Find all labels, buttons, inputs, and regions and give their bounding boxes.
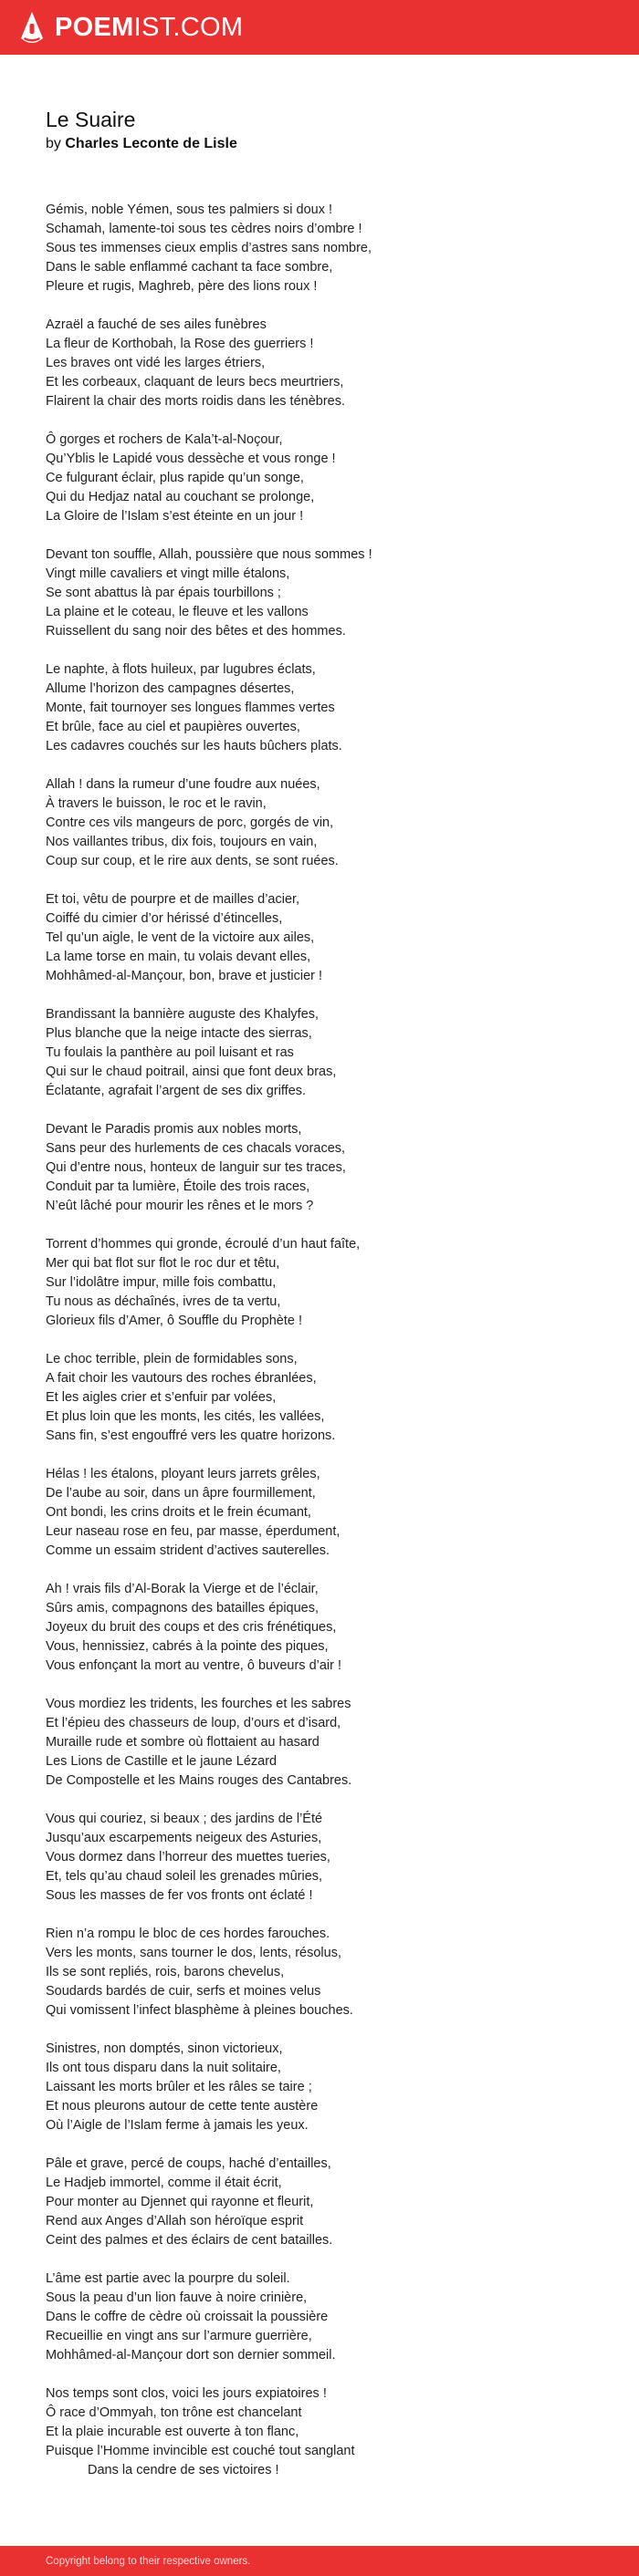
poem-line: Les Lions de Castille et le jaune Lézard (46, 1754, 278, 1769)
poem-line: La Gloire de l’Islam s’est éteinte en un jour ! (46, 509, 304, 524)
poem-line: Muraille rude et sombre où flottaient au hasard (46, 1735, 320, 1750)
poem-line: La plaine et le coteau, le fleuve et les vallons (46, 605, 309, 619)
stanza (46, 1350, 612, 1446)
poem-line: Ô gorges et rochers de Kala’t-al-Noçour, (46, 432, 283, 447)
poem-line: Les cadavres couchés sur les hauts bûchers plats. (46, 739, 342, 753)
poem-line: N’eût lâché pour mourir les rênes et le mors ? (46, 1199, 314, 1213)
stanza (46, 660, 612, 756)
poem-line: A fait choir les vautours des roches ébranlées, (46, 1371, 317, 1386)
poem-line: Monte, fait tournoyer ses longues flammes vertes (46, 701, 335, 715)
poem-line: Qui vomissent l’infect blasphème à pleines bouches. (46, 2003, 353, 2018)
poem-line: Tu foulais la panthère au poil luisant et ras (46, 1045, 294, 1060)
poem-line: Azraël a fauché de ses ailes funèbres (46, 317, 267, 332)
poem-line: Nos vaillantes tribus, dix fois, toujours en vain, (46, 835, 318, 849)
poem-line: Dans le sable enflammé cachant ta face sombre, (46, 260, 333, 275)
poem-line: Sans peur des hurlements de ces chacals voraces, (46, 1141, 346, 1156)
poem-line: Nos temps sont clos, voici les jours expiatoires ! (46, 2386, 327, 2401)
poem-line: Mohhâmed-al-Mançour, bon, brave et justicier ! (46, 969, 323, 983)
poem-line: Torrent d’hommes qui gronde, écroulé d’un haut faîte, (46, 1237, 361, 1252)
poem-line: Ce fulgurant éclair, plus rapide qu’un songe, (46, 471, 304, 485)
stanza (46, 316, 612, 411)
poem-line: Laissant les morts brûler et les râles se taire ; (46, 2080, 312, 2094)
poem-line: Mohhâmed-al-Mançour dort son dernier sommeil. (46, 2348, 336, 2363)
poem-line: Glorieux fils d’Amer, ô Souffle du Prophète ! (46, 1314, 303, 1328)
poem-line: Vous, hennissiez, cabrés à la pointe des piques, (46, 1639, 329, 1654)
poem-line: Leur naseau rose en feu, par masse, éperdument, (46, 1524, 340, 1539)
poem-line: Sous les masses de fer vos fronts ont éclaté ! (46, 1888, 313, 1903)
poem-line: Vous enfonçant la mort au ventre, ô buveurs d’air ! (46, 1658, 342, 1673)
copyright-notice: Copyright belong to their respective owners. (46, 2556, 251, 2567)
logo-text-bold: POEM (55, 13, 134, 42)
poem-line: Rien n’a rompu le bloc de ces hordes farouches. (46, 1927, 330, 1941)
poem-line: Et les corbeaux, claquant de leurs becs meurtriers, (46, 375, 344, 390)
poem-line: Le choc terrible, plein de formidables sons, (46, 1352, 298, 1366)
stanza (46, 2270, 612, 2365)
author-name[interactable]: Charles Leconte de Lisle (65, 136, 237, 151)
poem-line: De l’aube au soir, dans un âpre fourmillement, (46, 1486, 316, 1501)
poem-title: Le Suaire (46, 108, 136, 131)
poem-line: Vingt mille cavaliers et vingt mille étalons, (46, 566, 290, 581)
poem-line: Et la plaie incurable est ouverte à ton flanc, (46, 2425, 299, 2439)
poem-line: Contre ces vils mangeurs de porc, gorgés de vin, (46, 815, 334, 830)
poem-line: Soudards bardés de cuir, serfs et moines velus (46, 1984, 321, 1999)
stanza (46, 201, 612, 296)
site-footer (0, 2546, 639, 2576)
poem-line: De Compostelle et les Mains rouges des Cantabres. (46, 1773, 352, 1788)
site-header (0, 0, 639, 55)
byline-prefix: by (46, 136, 61, 151)
poem-line: Sous tes immenses cieux emplis d’astres sans nombre, (46, 241, 372, 255)
poem-line: Ils se sont repliés, rois, barons chevelus, (46, 1965, 285, 1979)
stanza (46, 890, 612, 986)
poem-line: Joyeux du bruit des coups et des cris frénétiques, (46, 1620, 337, 1635)
poem-line: Tu nous as déchaînés, ivres de ta vertu, (46, 1294, 281, 1309)
stanza (46, 1005, 612, 1101)
poem-line: Flairent la chair des morts roidis dans les ténèbres. (46, 394, 346, 409)
poem-line: Schamah, lamente-toi sous tes cèdres noirs d’ombre ! (46, 222, 362, 236)
poem-line: Qui d’entre nous, honteux de languir sur tes traces, (46, 1160, 346, 1175)
poem-line: Ont bondi, les crins droits et le frein écumant, (46, 1505, 311, 1520)
poem-line: Le Hadjeb immortel, comme il était écrit, (46, 2176, 282, 2190)
stanza (46, 1580, 612, 1676)
poem-line: Vers les monts, sans tourner le dos, lents, résolus, (46, 1946, 341, 1960)
poem-line: Hélas ! les étalons, ployant leurs jarrets grêles, (46, 1467, 320, 1481)
poem-line: L’âme est partie avec la pourpre du soleil. (46, 2271, 290, 2286)
stanza (46, 1810, 612, 1906)
poem-line: Sinistres, non domptés, sinon victorieux, (46, 2041, 283, 2056)
poem-line: Dans le coffre de cèdre où croissait la poussière (46, 2310, 329, 2324)
poem-line: Dans la cendre de ses victoires ! (88, 2463, 279, 2477)
stanza (46, 1695, 612, 1791)
poem-line: Pâle et grave, percé de coups, haché d’entailles, (46, 2156, 331, 2171)
stanza (46, 431, 612, 526)
poem-line: Rend aux Anges d’Allah son héroïque esprit (46, 2214, 304, 2228)
poem-byline (46, 135, 237, 153)
poem-line: Et toi, vêtu de pourpre et de mailles d’acier, (46, 892, 300, 907)
stanza (46, 1235, 612, 1331)
poem-line: Sans fin, s’est engouffré vers les quatre horizons. (46, 1428, 336, 1443)
stanza (46, 2155, 612, 2250)
poem-line: Sur l’idolâtre impur, mille fois combattu, (46, 1275, 277, 1290)
poem-line: Éclatante, agrafait l’argent de ses dix griffes. (46, 1084, 307, 1098)
poem-line: La lame torse en main, tu volais devant elles, (46, 950, 311, 964)
poem-line: Qui du Hedjaz natal au couchant se prolonge, (46, 490, 315, 504)
stanza (46, 1925, 612, 2020)
poem-line: Et les aigles crier et s’enfuir par volées, (46, 1390, 277, 1405)
poem-line: Sous la peau d’un lion fauve à noire crinière, (46, 2290, 308, 2305)
stanza (46, 2040, 612, 2135)
poem-line: Vous dormez dans l’horreur des muettes tueries, (46, 1850, 330, 1864)
poem-line: Et l’épieu des chasseurs de loup, d’ours et d’isard, (46, 1716, 341, 1730)
poem-line: Puisque l’Homme invincible est couché tout sanglant (46, 2444, 355, 2458)
poem-line: Et, tels qu’au chaud soleil les grenades mûries, (46, 1869, 323, 1884)
stanza (46, 1465, 612, 1561)
poem-line: Pour monter au Djennet qui rayonne et fleurit, (46, 2195, 314, 2209)
poem-line: La fleur de Korthobah, la Rose des guerriers ! (46, 337, 314, 351)
poem-line: Devant le Paradis promis aux nobles morts, (46, 1122, 302, 1137)
poem-line: Se sont abattus là par épais tourbillons ; (46, 586, 281, 600)
stanza (46, 1120, 612, 1216)
logo-text-light: IST.COM (133, 13, 244, 42)
poem-line: À travers le buisson, le roc et le ravin, (46, 796, 267, 811)
poem-line: Jusqu’aux escarpements neigeux des Asturies, (46, 1831, 322, 1845)
stanza (46, 775, 612, 871)
poem-line: Conduit par ta lumière, Étoile des trois races, (46, 1179, 310, 1194)
poem-line: Qui sur le chaud poitrail, ainsi que font deux bras, (46, 1065, 337, 1079)
poem-line: Vous qui couriez, si beaux ; des jardins de l’Été (46, 1812, 323, 1826)
poem-line: Brandissant la bannière auguste des Khalyfes, (46, 1007, 320, 1022)
poem-line: Et brûle, face au ciel et paupières ouvertes, (46, 720, 300, 734)
poem-line: Vous mordiez les tridents, les fourches et les sabres (46, 1697, 351, 1711)
poem-line: Sûrs amis, compagnons des batailles épiques, (46, 1601, 320, 1615)
poem-line: Pleure et rugis, Maghreb, père des lions roux ! (46, 279, 318, 294)
poem-line: Les braves ont vidé les larges étriers, (46, 356, 266, 370)
poem-line: Mer qui bat flot sur flot le roc dur et têtu, (46, 1256, 280, 1271)
poem-body (46, 201, 612, 2499)
poem-line: Recueillie en vingt ans sur l’armure guerrière, (46, 2329, 312, 2343)
poem-line: Où l’Aigle de l’Islam ferme à jamais les yeux. (46, 2118, 309, 2133)
poem-line: Qu’Yblis le Lapidé vous dessèche et vous ronge ! (46, 452, 336, 466)
stanza (46, 545, 612, 641)
poem-line: Plus blanche que la neige intacte des sierras, (46, 1026, 312, 1041)
poem-line: Coup sur coup, et le rire aux dents, se sont ruées. (46, 854, 339, 868)
poem-line: Et plus loin que les monts, les cités, les vallées, (46, 1409, 325, 1424)
poem-line: Allume l’horizon des campagnes désertes, (46, 681, 295, 696)
poem-line: Le naphte, à flots huileux, par lugubres éclats, (46, 662, 316, 677)
stanza (46, 2384, 612, 2480)
poem-line: Ceint des palmes et des éclairs de cent batailles. (46, 2233, 333, 2248)
quill-logo-icon[interactable] (18, 11, 46, 44)
poem-line: Et nous pleurons autour de cette tente austère (46, 2099, 319, 2114)
poem-line: Ah ! vrais fils d’Al-Borak la Vierge et de l’éclair, (46, 1582, 319, 1596)
poem-line: Devant ton souffle, Allah, poussière que nous sommes ! (46, 547, 372, 562)
poem-line: Gémis, noble Yémen, sous tes palmiers si doux ! (46, 203, 333, 217)
poem-line: Ruissellent du sang noir des bêtes et des hommes. (46, 624, 346, 639)
poem-line: Tel qu’un aigle, le vent de la victoire aux ailes, (46, 930, 315, 945)
poem-line: Allah ! dans la rumeur d’une foudre aux nuées, (46, 777, 320, 792)
poem-line: Ô race d’Ommyah, ton trône est chancelant (46, 2405, 302, 2420)
poem-line: Comme un essaim strident d’actives sauterelles. (46, 1543, 330, 1558)
poem-line: Coiffé du cimier d’or hérissé d’étincelles, (46, 911, 283, 926)
site-logo[interactable] (55, 13, 243, 42)
poem-line: Ils ont tous disparu dans la nuit solitaire, (46, 2061, 281, 2075)
